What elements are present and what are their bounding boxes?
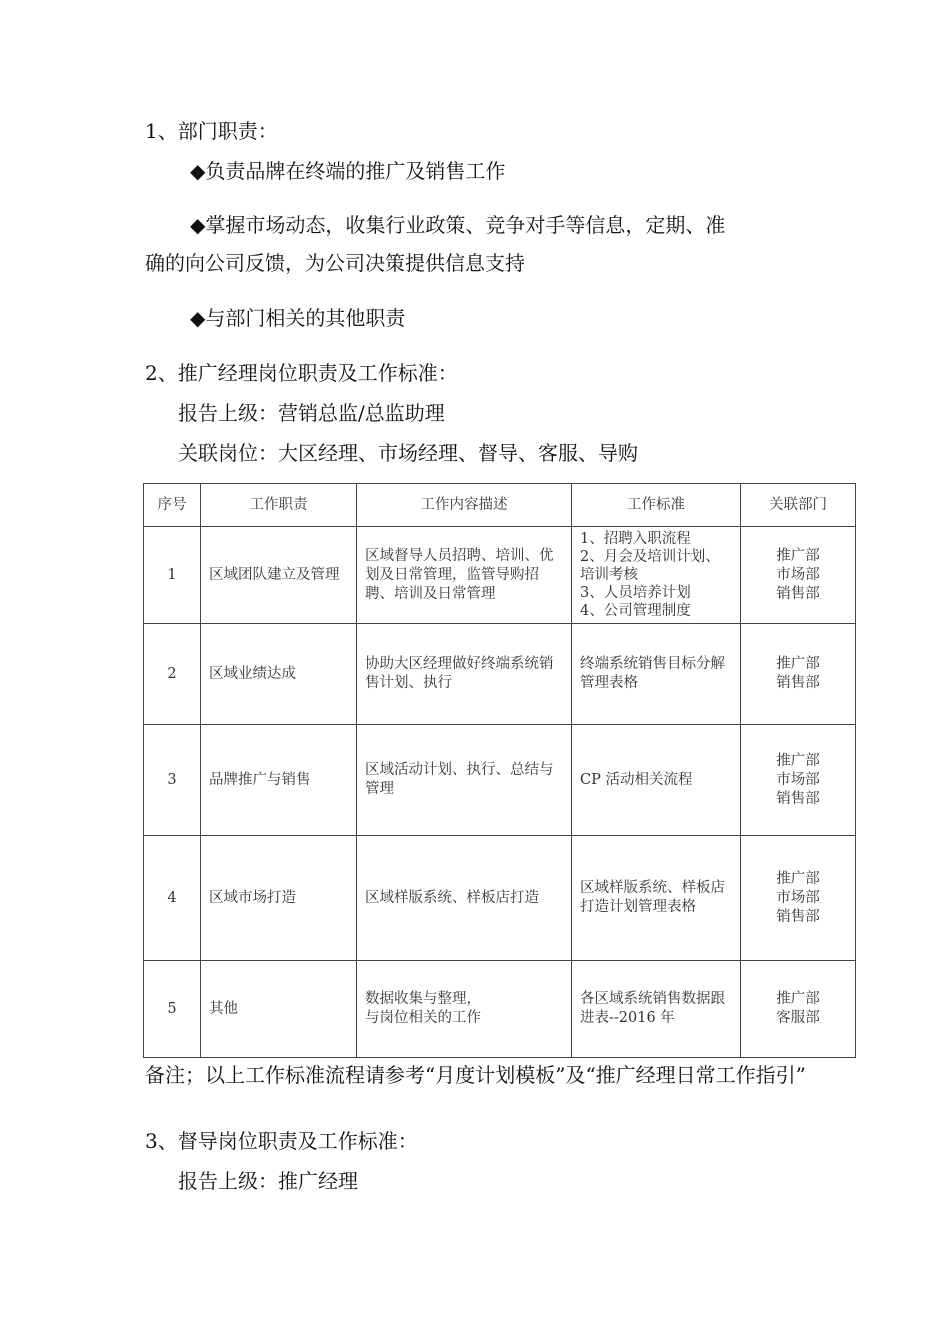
header-content: 工作内容描述 xyxy=(357,484,572,527)
section1-bullet-2 xyxy=(145,206,805,282)
header-no: 序号 xyxy=(144,484,201,527)
cell-no: 4 xyxy=(144,836,201,961)
cell-content: 区域督导人员招聘、培训、优划及日常管理，监管导购招聘、培训及日常管理 xyxy=(357,527,572,624)
table-note: 备注；以上工作标准流程请参考“月度计划模板”及“推广经理日常工作指引” xyxy=(145,1063,806,1087)
cell-duty: 区域市场打造 xyxy=(201,836,357,961)
cell-content: 区域活动计划、执行、总结与管理 xyxy=(357,725,572,836)
header-duty: 工作职责 xyxy=(201,484,357,527)
cell-dept: 推广部 销售部 xyxy=(741,624,856,725)
cell-duty: 品牌推广与销售 xyxy=(201,725,357,836)
cell-standard: 终端系统销售目标分解管理表格 xyxy=(572,624,741,725)
cell-standard: 区域样版系统、样板店打造计划管理表格 xyxy=(572,836,741,961)
cell-content: 协助大区经理做好终端系统销售计划、执行 xyxy=(357,624,572,725)
cell-duty: 其他 xyxy=(201,961,357,1058)
section3-heading: 3、督导岗位职责及工作标准： xyxy=(145,1129,418,1153)
cell-dept: 推广部 市场部 销售部 xyxy=(741,725,856,836)
cell-no: 2 xyxy=(144,624,201,725)
cell-content: 区域样版系统、样板店打造 xyxy=(357,836,572,961)
section1-bullet-2-line2: 确的向公司反馈，为公司决策提供信息支持 xyxy=(145,251,525,275)
section1-heading: 1、部门职责： xyxy=(145,119,278,143)
table-row xyxy=(144,527,856,624)
cell-standard: 1、招聘入职流程 2、月会及培训计划、培训考核 3、人员培养计划 4、公司管理制度 xyxy=(572,527,741,624)
section2-heading: 2、推广经理岗位职责及工作标准： xyxy=(145,361,458,385)
section1-bullet-3: ◆与部门相关的其他职责 xyxy=(190,306,406,330)
section1-bullet-1: ◆负责品牌在终端的推广及销售工作 xyxy=(190,159,506,183)
cell-standard: 各区域系统销售数据跟进表--2016 年 xyxy=(572,961,741,1058)
header-dept: 关联部门 xyxy=(741,484,856,527)
section2-related-posts: 关联岗位：大区经理、市场经理、督导、客服、导购 xyxy=(178,441,638,465)
cell-dept: 推广部 客服部 xyxy=(741,961,856,1058)
cell-no: 3 xyxy=(144,725,201,836)
cell-dept: 推广部 市场部 销售部 xyxy=(741,836,856,961)
table-row xyxy=(144,624,856,725)
section2-report-to: 报告上级：营销总监/总监助理 xyxy=(178,401,445,425)
cell-no: 5 xyxy=(144,961,201,1058)
table-row xyxy=(144,725,856,836)
section1-bullet-2-line1: ◆掌握市场动态，收集行业政策、竞争对手等信息，定期、准 xyxy=(190,213,726,237)
cell-duty: 区域业绩达成 xyxy=(201,624,357,725)
cell-duty: 区域团队建立及管理 xyxy=(201,527,357,624)
section3-report-to: 报告上级：推广经理 xyxy=(178,1169,358,1193)
cell-dept: 推广部 市场部 销售部 xyxy=(741,527,856,624)
table-row xyxy=(144,836,856,961)
table-header-row xyxy=(144,484,856,527)
duty-table xyxy=(143,483,856,1058)
cell-standard: CP 活动相关流程 xyxy=(572,725,741,836)
cell-content: 数据收集与整理， 与岗位相关的工作 xyxy=(357,961,572,1058)
cell-no: 1 xyxy=(144,527,201,624)
header-standard: 工作标准 xyxy=(572,484,741,527)
table-row xyxy=(144,961,856,1058)
